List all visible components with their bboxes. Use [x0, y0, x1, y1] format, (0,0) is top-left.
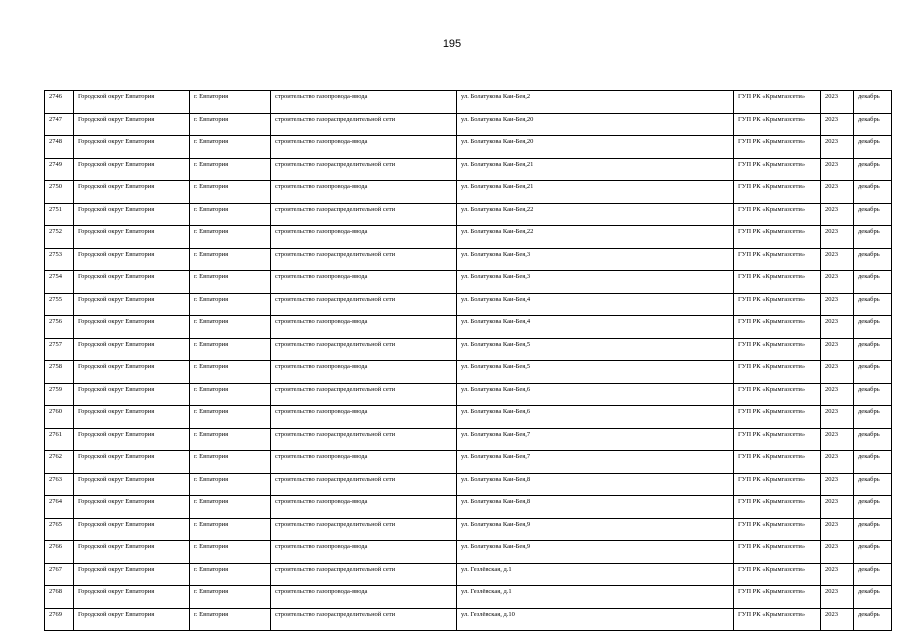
- address-cell: ул. Болатукова Каи-Бея,6: [457, 406, 734, 429]
- district-cell: Городской округ Евпатория: [74, 91, 190, 114]
- table-row: [45, 451, 892, 474]
- address-cell: ул. Болатукова Каи-Бея,7: [457, 428, 734, 451]
- organization-cell: ГУП РК «Крымгазсети»: [734, 226, 821, 249]
- city-cell: г. Евпатория: [190, 518, 271, 541]
- district-cell: Городской округ Евпатория: [74, 383, 190, 406]
- address-cell: ул. Болатукова Каи-Бея,21: [457, 181, 734, 204]
- city-cell: г. Евпатория: [190, 563, 271, 586]
- table-row: [45, 248, 892, 271]
- row-number-cell: 2756: [45, 316, 74, 339]
- city-cell: г. Евпатория: [190, 496, 271, 519]
- district-cell: Городской округ Евпатория: [74, 608, 190, 631]
- work-type-cell: строительство газораспределительной сети: [271, 158, 457, 181]
- address-cell: ул. Гезлёвская, д.10: [457, 608, 734, 631]
- year-cell: 2023: [821, 136, 854, 159]
- organization-cell: ГУП РК «Крымгазсети»: [734, 316, 821, 339]
- table-row: [45, 271, 892, 294]
- row-number-cell: 2751: [45, 203, 74, 226]
- city-cell: г. Евпатория: [190, 586, 271, 609]
- organization-cell: ГУП РК «Крымгазсети»: [734, 496, 821, 519]
- row-number-cell: 2746: [45, 91, 74, 114]
- table-row: [45, 181, 892, 204]
- year-cell: 2023: [821, 586, 854, 609]
- month-cell: декабрь: [854, 383, 892, 406]
- year-cell: 2023: [821, 316, 854, 339]
- month-cell: декабрь: [854, 136, 892, 159]
- district-cell: Городской округ Евпатория: [74, 293, 190, 316]
- month-cell: декабрь: [854, 496, 892, 519]
- row-number-cell: 2759: [45, 383, 74, 406]
- address-cell: ул. Болатукова Каи-Бея,5: [457, 338, 734, 361]
- year-cell: 2023: [821, 608, 854, 631]
- work-type-cell: строительство газораспределительной сети: [271, 473, 457, 496]
- work-type-cell: строительство газораспределительной сети: [271, 338, 457, 361]
- work-type-cell: строительство газораспределительной сети: [271, 113, 457, 136]
- month-cell: декабрь: [854, 563, 892, 586]
- registry-table: [44, 90, 892, 631]
- table-row: [45, 541, 892, 564]
- row-number-cell: 2754: [45, 271, 74, 294]
- table-row: [45, 136, 892, 159]
- row-number-cell: 2750: [45, 181, 74, 204]
- address-cell: ул. Гезлёвская, д.1: [457, 563, 734, 586]
- table-row: [45, 91, 892, 114]
- organization-cell: ГУП РК «Крымгазсети»: [734, 563, 821, 586]
- district-cell: Городской округ Евпатория: [74, 496, 190, 519]
- district-cell: Городской округ Евпатория: [74, 518, 190, 541]
- table-row: [45, 158, 892, 181]
- organization-cell: ГУП РК «Крымгазсети»: [734, 406, 821, 429]
- city-cell: г. Евпатория: [190, 248, 271, 271]
- address-cell: ул. Болатукова Каи-Бея,22: [457, 203, 734, 226]
- district-cell: Городской округ Евпатория: [74, 158, 190, 181]
- month-cell: декабрь: [854, 586, 892, 609]
- district-cell: Городской округ Евпатория: [74, 338, 190, 361]
- city-cell: г. Евпатория: [190, 203, 271, 226]
- organization-cell: ГУП РК «Крымгазсети»: [734, 473, 821, 496]
- city-cell: г. Евпатория: [190, 541, 271, 564]
- city-cell: г. Евпатория: [190, 383, 271, 406]
- city-cell: г. Евпатория: [190, 226, 271, 249]
- row-number-cell: 2769: [45, 608, 74, 631]
- table-body: [45, 91, 892, 631]
- work-type-cell: строительство газораспределительной сети: [271, 293, 457, 316]
- district-cell: Городской округ Евпатория: [74, 181, 190, 204]
- organization-cell: ГУП РК «Крымгазсети»: [734, 451, 821, 474]
- table-row: [45, 406, 892, 429]
- month-cell: декабрь: [854, 271, 892, 294]
- row-number-cell: 2749: [45, 158, 74, 181]
- organization-cell: ГУП РК «Крымгазсети»: [734, 518, 821, 541]
- row-number-cell: 2747: [45, 113, 74, 136]
- city-cell: г. Евпатория: [190, 136, 271, 159]
- address-cell: ул. Болатукова Каи-Бея,20: [457, 136, 734, 159]
- row-number-cell: 2762: [45, 451, 74, 474]
- organization-cell: ГУП РК «Крымгазсети»: [734, 293, 821, 316]
- organization-cell: ГУП РК «Крымгазсети»: [734, 158, 821, 181]
- year-cell: 2023: [821, 248, 854, 271]
- row-number-cell: 2761: [45, 428, 74, 451]
- month-cell: декабрь: [854, 541, 892, 564]
- district-cell: Городской округ Евпатория: [74, 586, 190, 609]
- row-number-cell: 2752: [45, 226, 74, 249]
- table-row: [45, 338, 892, 361]
- row-number-cell: 2758: [45, 361, 74, 384]
- month-cell: декабрь: [854, 113, 892, 136]
- organization-cell: ГУП РК «Крымгазсети»: [734, 338, 821, 361]
- work-type-cell: строительство газопровода-ввода: [271, 451, 457, 474]
- city-cell: г. Евпатория: [190, 361, 271, 384]
- address-cell: ул. Болатукова Каи-Бея,9: [457, 518, 734, 541]
- organization-cell: ГУП РК «Крымгазсети»: [734, 271, 821, 294]
- table-row: [45, 563, 892, 586]
- city-cell: г. Евпатория: [190, 338, 271, 361]
- district-cell: Городской округ Евпатория: [74, 406, 190, 429]
- organization-cell: ГУП РК «Крымгазсети»: [734, 586, 821, 609]
- year-cell: 2023: [821, 158, 854, 181]
- organization-cell: ГУП РК «Крымгазсети»: [734, 181, 821, 204]
- district-cell: Городской округ Евпатория: [74, 361, 190, 384]
- city-cell: г. Евпатория: [190, 91, 271, 114]
- organization-cell: ГУП РК «Крымгазсети»: [734, 136, 821, 159]
- year-cell: 2023: [821, 518, 854, 541]
- district-cell: Городской округ Евпатория: [74, 226, 190, 249]
- work-type-cell: строительство газораспределительной сети: [271, 383, 457, 406]
- city-cell: г. Евпатория: [190, 473, 271, 496]
- month-cell: декабрь: [854, 293, 892, 316]
- work-type-cell: строительство газопровода-ввода: [271, 136, 457, 159]
- work-type-cell: строительство газораспределительной сети: [271, 203, 457, 226]
- year-cell: 2023: [821, 113, 854, 136]
- month-cell: декабрь: [854, 428, 892, 451]
- row-number-cell: 2755: [45, 293, 74, 316]
- organization-cell: ГУП РК «Крымгазсети»: [734, 608, 821, 631]
- city-cell: г. Евпатория: [190, 316, 271, 339]
- year-cell: 2023: [821, 406, 854, 429]
- organization-cell: ГУП РК «Крымгазсети»: [734, 428, 821, 451]
- address-cell: ул. Болатукова Каи-Бея,8: [457, 473, 734, 496]
- work-type-cell: строительство газораспределительной сети: [271, 608, 457, 631]
- work-type-cell: строительство газопровода-ввода: [271, 361, 457, 384]
- table-row: [45, 226, 892, 249]
- table-row: [45, 383, 892, 406]
- city-cell: г. Евпатория: [190, 113, 271, 136]
- organization-cell: ГУП РК «Крымгазсети»: [734, 361, 821, 384]
- work-type-cell: строительство газопровода-ввода: [271, 541, 457, 564]
- district-cell: Городской округ Евпатория: [74, 428, 190, 451]
- organization-cell: ГУП РК «Крымгазсети»: [734, 383, 821, 406]
- row-number-cell: 2760: [45, 406, 74, 429]
- district-cell: Городской округ Евпатория: [74, 248, 190, 271]
- work-type-cell: строительство газопровода-ввода: [271, 181, 457, 204]
- row-number-cell: 2763: [45, 473, 74, 496]
- row-number-cell: 2764: [45, 496, 74, 519]
- table-row: [45, 428, 892, 451]
- work-type-cell: строительство газораспределительной сети: [271, 248, 457, 271]
- district-cell: Городской округ Евпатория: [74, 563, 190, 586]
- district-cell: Городской округ Евпатория: [74, 203, 190, 226]
- work-type-cell: строительство газораспределительной сети: [271, 563, 457, 586]
- address-cell: ул. Болатукова Каи-Бея,21: [457, 158, 734, 181]
- city-cell: г. Евпатория: [190, 158, 271, 181]
- work-type-cell: строительство газопровода-ввода: [271, 226, 457, 249]
- city-cell: г. Евпатория: [190, 451, 271, 474]
- year-cell: 2023: [821, 383, 854, 406]
- year-cell: 2023: [821, 203, 854, 226]
- row-number-cell: 2765: [45, 518, 74, 541]
- table-row: [45, 608, 892, 631]
- work-type-cell: строительство газопровода-ввода: [271, 271, 457, 294]
- address-cell: ул. Болатукова Каи-Бея,4: [457, 316, 734, 339]
- work-type-cell: строительство газопровода-ввода: [271, 91, 457, 114]
- district-cell: Городской округ Евпатория: [74, 473, 190, 496]
- address-cell: ул. Болатукова Каи-Бея,4: [457, 293, 734, 316]
- row-number-cell: 2748: [45, 136, 74, 159]
- city-cell: г. Евпатория: [190, 406, 271, 429]
- year-cell: 2023: [821, 496, 854, 519]
- address-cell: ул. Болатукова Каи-Бея,3: [457, 271, 734, 294]
- city-cell: г. Евпатория: [190, 293, 271, 316]
- address-cell: ул. Болатукова Каи-Бея,6: [457, 383, 734, 406]
- row-number-cell: 2753: [45, 248, 74, 271]
- month-cell: декабрь: [854, 226, 892, 249]
- month-cell: декабрь: [854, 203, 892, 226]
- district-cell: Городской округ Евпатория: [74, 316, 190, 339]
- month-cell: декабрь: [854, 181, 892, 204]
- table-row: [45, 316, 892, 339]
- table-row: [45, 518, 892, 541]
- month-cell: декабрь: [854, 451, 892, 474]
- year-cell: 2023: [821, 271, 854, 294]
- city-cell: г. Евпатория: [190, 271, 271, 294]
- organization-cell: ГУП РК «Крымгазсети»: [734, 541, 821, 564]
- month-cell: декабрь: [854, 316, 892, 339]
- work-type-cell: строительство газопровода-ввода: [271, 496, 457, 519]
- city-cell: г. Евпатория: [190, 428, 271, 451]
- organization-cell: ГУП РК «Крымгазсети»: [734, 203, 821, 226]
- table-row: [45, 473, 892, 496]
- month-cell: декабрь: [854, 158, 892, 181]
- address-cell: ул. Болатукова Каи-Бея,8: [457, 496, 734, 519]
- work-type-cell: строительство газопровода-ввода: [271, 316, 457, 339]
- address-cell: ул. Болатукова Каи-Бея,7: [457, 451, 734, 474]
- address-cell: ул. Болатукова Каи-Бея,5: [457, 361, 734, 384]
- address-cell: ул. Болатукова Каи-Бея,9: [457, 541, 734, 564]
- row-number-cell: 2766: [45, 541, 74, 564]
- year-cell: 2023: [821, 226, 854, 249]
- year-cell: 2023: [821, 293, 854, 316]
- district-cell: Городской округ Евпатория: [74, 271, 190, 294]
- work-type-cell: строительство газораспределительной сети: [271, 518, 457, 541]
- address-cell: ул. Гезлёвская, д.1: [457, 586, 734, 609]
- address-cell: ул. Болатукова Каи-Бея,3: [457, 248, 734, 271]
- year-cell: 2023: [821, 91, 854, 114]
- year-cell: 2023: [821, 361, 854, 384]
- work-type-cell: строительство газопровода-ввода: [271, 406, 457, 429]
- month-cell: декабрь: [854, 608, 892, 631]
- table-row: [45, 496, 892, 519]
- row-number-cell: 2767: [45, 563, 74, 586]
- row-number-cell: 2768: [45, 586, 74, 609]
- year-cell: 2023: [821, 338, 854, 361]
- year-cell: 2023: [821, 541, 854, 564]
- month-cell: декабрь: [854, 248, 892, 271]
- year-cell: 2023: [821, 181, 854, 204]
- city-cell: г. Евпатория: [190, 608, 271, 631]
- page-number: 195: [442, 38, 462, 50]
- organization-cell: ГУП РК «Крымгазсети»: [734, 248, 821, 271]
- month-cell: декабрь: [854, 361, 892, 384]
- district-cell: Городской округ Евпатория: [74, 113, 190, 136]
- year-cell: 2023: [821, 473, 854, 496]
- row-number-cell: 2757: [45, 338, 74, 361]
- year-cell: 2023: [821, 563, 854, 586]
- district-cell: Городской округ Евпатория: [74, 136, 190, 159]
- table-row: [45, 586, 892, 609]
- table-row: [45, 203, 892, 226]
- month-cell: декабрь: [854, 518, 892, 541]
- organization-cell: ГУП РК «Крымгазсети»: [734, 113, 821, 136]
- city-cell: г. Евпатория: [190, 181, 271, 204]
- address-cell: ул. Болатукова Каи-Бея,2: [457, 91, 734, 114]
- district-cell: Городской округ Евпатория: [74, 541, 190, 564]
- address-cell: ул. Болатукова Каи-Бея,20: [457, 113, 734, 136]
- table-row: [45, 361, 892, 384]
- table-row: [45, 293, 892, 316]
- table-row: [45, 113, 892, 136]
- work-type-cell: строительство газораспределительной сети: [271, 428, 457, 451]
- address-cell: ул. Болатукова Каи-Бея,22: [457, 226, 734, 249]
- month-cell: декабрь: [854, 91, 892, 114]
- year-cell: 2023: [821, 451, 854, 474]
- month-cell: декабрь: [854, 338, 892, 361]
- organization-cell: ГУП РК «Крымгазсети»: [734, 91, 821, 114]
- district-cell: Городской округ Евпатория: [74, 451, 190, 474]
- month-cell: декабрь: [854, 473, 892, 496]
- month-cell: декабрь: [854, 406, 892, 429]
- work-type-cell: строительство газопровода-ввода: [271, 586, 457, 609]
- year-cell: 2023: [821, 428, 854, 451]
